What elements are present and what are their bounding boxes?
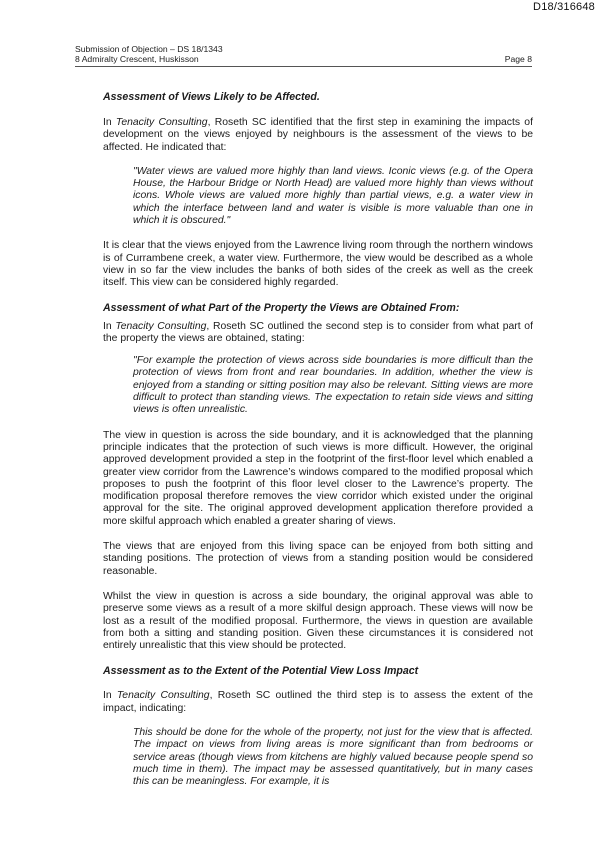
header-address: 8 Admiralty Crescent, Huskisson	[75, 54, 199, 64]
case-name: Tenacity Consulting	[115, 117, 208, 128]
paragraph-text: , Roseth SC identified that the first step in examining the impacts of development on the views enjoyed by neighbours is the assessment of the views to be affected. He indicated that:	[103, 117, 533, 153]
paragraph: It is clear that the views enjoyed from the Lawrence living room through the northern windows is of Currambene creek, a water view. Furthermore, the view would be described as a whole view in so far the view includes the banks of both sides of the creek as well as the creek itself. This view can be considered highly regarded.	[103, 240, 533, 289]
paragraph-text: , Roseth SC outlined the third step is to assess the extent of the impact, indicating:	[103, 690, 533, 714]
paragraph: In Tenacity Consulting, Roseth SC identified that the first step in examining the impacts of development on the views enjoyed by neighbours is the assessment of the views to be affected. He indicated that:	[103, 117, 533, 153]
block-quote: "Water views are valued more highly than land views. Iconic views (e.g. of the Opera House, the Harbour Bridge or North Head) are valued more highly than views without icons. Whole views are valued more highly than partial views, e.g. a water view in which the interface between land and water is visible is more valuable than one in which it is obscured."	[133, 165, 533, 227]
header-submission-title: Submission of Objection – DS 18/1343	[75, 44, 223, 54]
page-header	[75, 44, 532, 64]
page-number: Page 8	[504, 54, 532, 64]
paragraph: In Tenacity Consulting, Roseth SC outlined the second step is to consider from what part of the property the views are obtained, stating:	[103, 320, 533, 344]
document-body	[103, 91, 533, 788]
section-heading-view-loss-extent: Assessment as to the Extent of the Potential View Loss Impact	[103, 665, 419, 678]
section-heading-views-affected: Assessment of Views Likely to be Affected.	[103, 91, 320, 103]
document-reference-number: D18/316648	[533, 1, 595, 13]
block-quote: "For example the protection of views across side boundaries is more difficult than the protection of views from front and rear boundaries. In addition, whether the view is enjoyed from a standing or sitting position may also be relevant. Sitting views are more difficult to protect than standing views. The expectation to retain side views and sitting views is often unrealistic.	[133, 355, 533, 416]
section-heading-part-of-property: Assessment of what Part of the Property the Views are Obtained From:	[103, 301, 460, 314]
case-name: Tenacity Consulting	[115, 320, 207, 332]
header-divider	[75, 66, 532, 67]
paragraph: The views that are enjoyed from this living space can be enjoyed from both sitting and standing positions. The protection of views from a standing position would be considered reasonable.	[103, 541, 533, 577]
paragraph-text: , Roseth SC outlined the second step is to consider from what part of the property the views are obtained, stating:	[103, 320, 533, 344]
block-quote: This should be done for the whole of the property, not just for the view that is affected. The impact on views from living areas is more significant than from bedrooms or service areas (though views from kitchens are highly valued because people spend so much time in them). The impact may be assessed quantitatively, but in many cases this can be meaningless. For example, it is	[133, 726, 533, 788]
header-address-row	[75, 54, 532, 64]
case-name: Tenacity Consulting	[116, 690, 210, 702]
paragraph: The view in question is across the side boundary, and it is acknowledged that the planning principle indicates that the protection of such views is more difficult. However, the original approved development provided a step in the footprint of the first-floor level which enabled a greater view corridor from the Lawrence’s windows compared to the modified proposal which proposes to push the footprint of this floor level closer to the Lawrence’s property. The modification proposal therefore removes the view corridor which existed under the original approval for the site. The original approved development application therefore provided a more skilful approach which enabled a greater sharing of views.	[103, 429, 533, 527]
paragraph: Whilst the view in question is across a side boundary, the original approval was able to preserve some views as a result of a more skilful design approach. These views will now be lost as a result of the modified proposal. Furthermore, the views in question are available from both a sitting and standing position. Given these circumstances it is considered not entirely unrealistic that this view should be protected.	[103, 590, 533, 652]
paragraph: In Tenacity Consulting, Roseth SC outlined the third step is to assess the extent of the impact, indicating:	[103, 690, 533, 714]
